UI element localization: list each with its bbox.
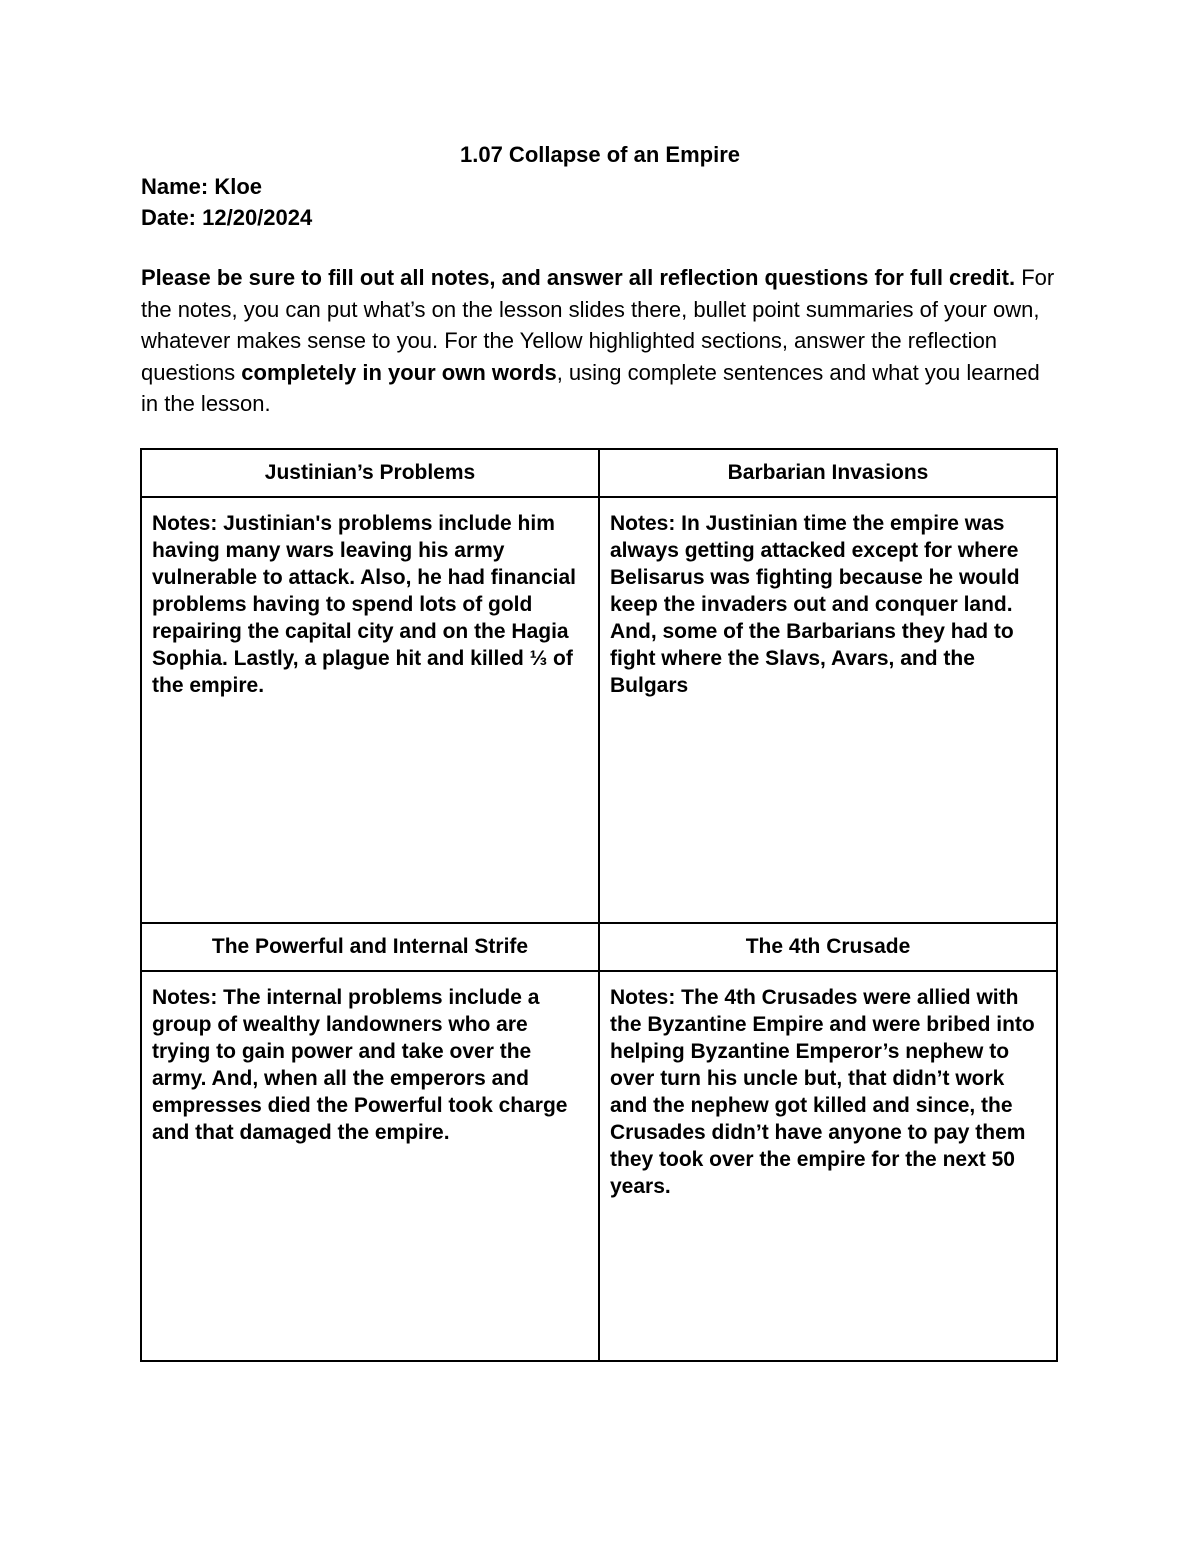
instructions-text-1: For the notes, you can put what’s on the lesson slides there, bullet point summaries of your own, whatever makes sense to you. For the Yellow highlighted sections, answer the reflection questions [141,265,1055,385]
table-row [141,449,1057,497]
table-row [141,923,1057,971]
instructions-bold-intro: Please be sure to fill out all notes, and answer all reflection questions for full credit. [141,265,1016,290]
notes-text-internal-strife: Notes: The internal problems include a group of wealthy landowners who are trying to gain power and take over the army. And, when all the emperors and empresses died the Powerful took charge and that damaged the empire. [152,986,568,1144]
notes-table [140,448,1058,1362]
notes-text-justinians-problems: Notes: Justinian's problems include him having many wars leaving his army vulnerable to attack. Also, he had financial problems having to spend lots of gold repairing the capital city and on the Hagia Sophia. Lastly, a plague hit and killed ⅓ of the empire. [152,512,576,697]
table-row [141,497,1057,923]
instructions-paragraph [141,262,1061,420]
heading-justinians-problems: Justinian’s Problems [141,449,599,497]
notes-text-barbarian-invasions: Notes: In Justinian time the empire was always getting attacked except for where Belisarus was fighting because he would keep the invaders out and conquer land. And, some of the Barbarians they had to fight where the Slavs, Avars, and the Bulgars [610,512,1020,697]
table-row [141,971,1057,1361]
student-name: Name: Kloe [141,174,263,199]
notes-text-4th-crusade: Notes: The 4th Crusades were allied with the Byzantine Empire and were bribed into helping Byzantine Emperor’s nephew to over turn his uncle but, that didn’t work and the nephew got killed and since, the Crusades didn’t have anyone to pay them they took over the empire for the next 50 years. [610,986,1035,1198]
assignment-date: Date: 12/20/2024 [141,205,313,230]
notes-cell-justinians-problems [141,497,599,923]
heading-barbarian-invasions: Barbarian Invasions [599,449,1057,497]
notes-cell-4th-crusade [599,971,1057,1361]
instructions-text-2: , using complete sentences and what you learned in the lesson. [141,359,1040,416]
heading-4th-crusade: The 4th Crusade [599,923,1057,971]
instructions-bold-emphasis: completely in your own words [241,359,557,385]
heading-internal-strife: The Powerful and Internal Strife [141,923,599,971]
document-title: 1.07 Collapse of an Empire [460,142,740,167]
notes-cell-internal-strife [141,971,599,1361]
notes-cell-barbarian-invasions [599,497,1057,923]
